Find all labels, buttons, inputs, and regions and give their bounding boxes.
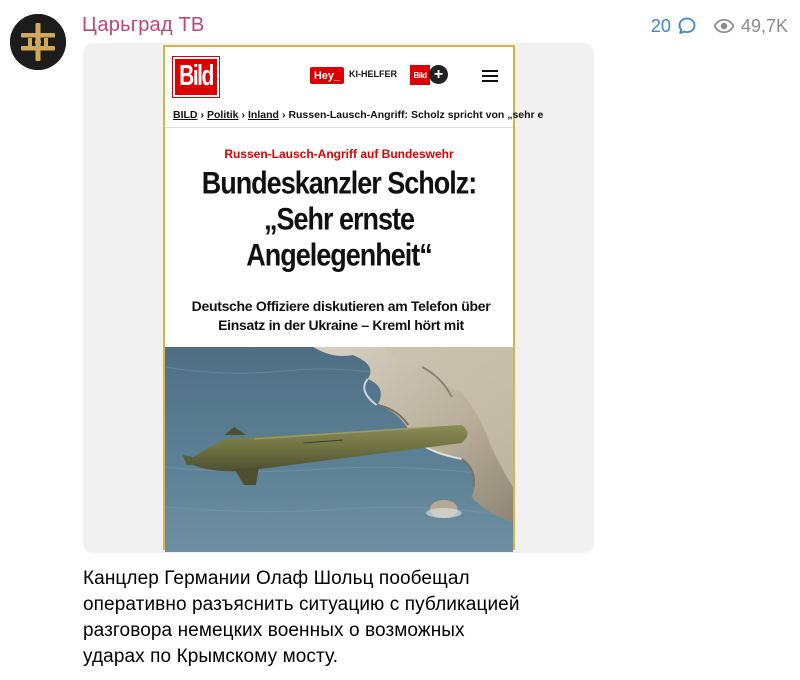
article-photo (165, 347, 513, 552)
orthodox-cross-emblem-icon (10, 14, 66, 70)
channel-name[interactable]: Царьград ТВ (82, 14, 205, 36)
bildplus-box: Bild (410, 65, 430, 85)
eye-icon (713, 18, 735, 34)
comment-bubble-icon[interactable] (677, 16, 697, 36)
comments-count[interactable]: 20 (650, 15, 671, 36)
post-caption (83, 566, 643, 670)
subline-line: Deutsche Offiziere diskutieren am Telefon über (191, 298, 491, 314)
caption-line: Канцлер Германии Олаф Шольц пообещал (83, 568, 470, 589)
article-subline (173, 297, 509, 335)
channel-avatar[interactable] (10, 14, 66, 70)
hey-badge: Hey_ (310, 67, 344, 84)
breadcrumb-item: Politik (207, 109, 239, 121)
headline-line: „Sehr ernste (263, 201, 415, 237)
breadcrumb-item: BILD (173, 109, 198, 121)
headline-line: Bundeskanzler Scholz: (201, 165, 477, 201)
caption-line: ударах по Крымскому мосту. (83, 646, 339, 667)
bild-logo (173, 57, 219, 97)
post-media[interactable] (83, 43, 594, 553)
article-kicker: Russen-Lausch-Angriff auf Bundeswehr (224, 147, 454, 161)
ki-helfer-label: KI-HELFER (349, 69, 397, 79)
bildplus-plus-icon: + (429, 65, 448, 84)
bild-logo-text: Bild (179, 60, 213, 92)
breadcrumb: BILD › Politik › Inland › Russen-Lausch-Angriff: Scholz spricht von „sehr e (173, 109, 544, 121)
breadcrumb-item: Inland (248, 109, 279, 121)
bildplus-logo (410, 65, 448, 85)
subline-line: Einsatz in der Ukraine – Kreml hört mit (218, 317, 464, 333)
article-headline (169, 165, 509, 273)
post-stats (651, 14, 788, 38)
breadcrumb-current: Russen-Lausch-Angriff: Scholz spricht von „sehr e (288, 109, 544, 121)
hamburger-menu-icon (482, 70, 498, 82)
bild-header (165, 47, 513, 105)
caption-line: оперативно разъяснить ситуацию с публикацией (83, 594, 520, 615)
article-screenshot (163, 45, 544, 550)
breadcrumb-divider (165, 127, 513, 128)
headline-line: Angelegenheit“ (246, 237, 432, 273)
views-count: 49,7K (740, 15, 788, 36)
caption-line: разговора немецких военных о возможных (83, 620, 465, 641)
